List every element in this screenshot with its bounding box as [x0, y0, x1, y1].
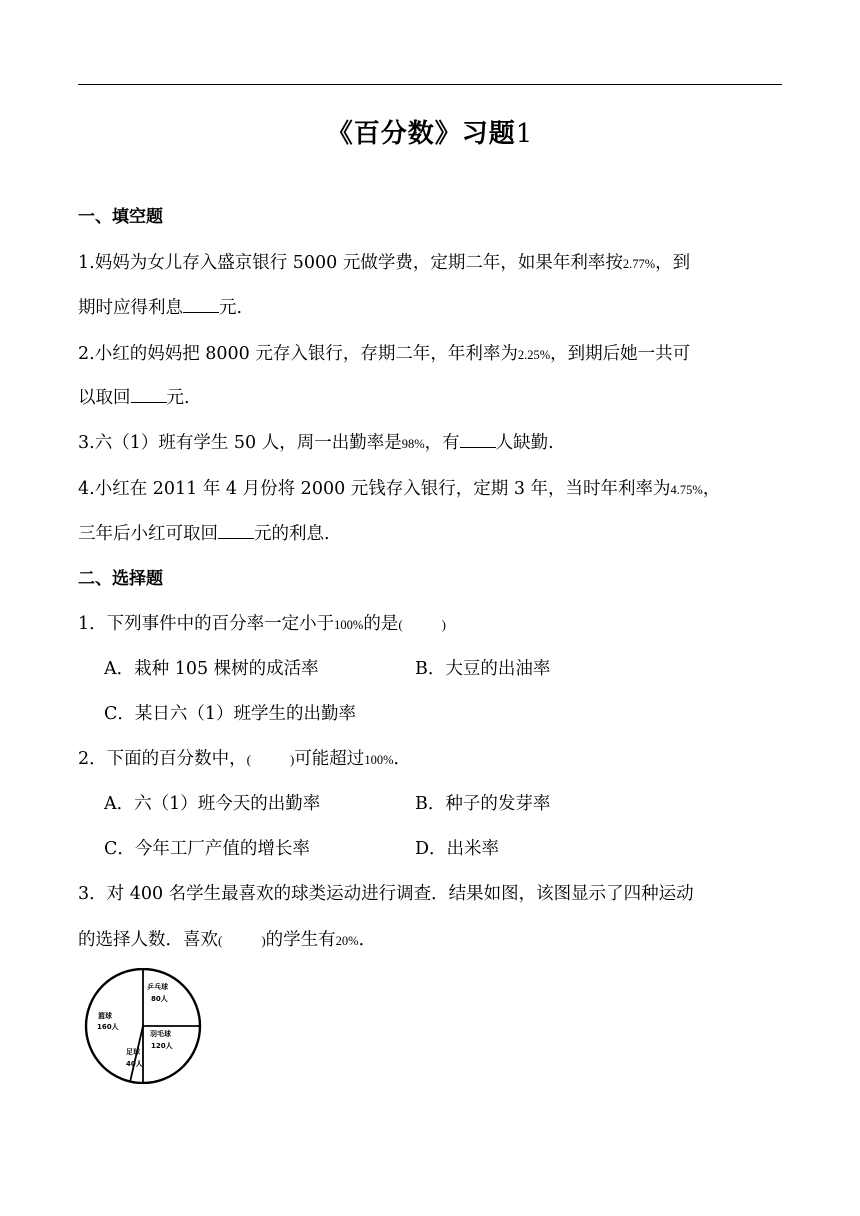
fill-q4-text-d: 元的利息. — [254, 524, 330, 544]
fill-q2-text-d: 元. — [166, 388, 190, 408]
fill-q1-text-b: ，到 — [655, 253, 691, 273]
slice-value-badminton: 120人 — [151, 1042, 173, 1050]
choice-q3-pct: 20% — [335, 934, 359, 948]
fill-q2-text-c: 以取回 — [78, 388, 131, 408]
header-rule — [78, 84, 782, 85]
choice-q2-text-b: 可能超过 — [294, 749, 365, 769]
answer-parentheses[interactable]: ( ) — [218, 933, 266, 948]
fill-q3-text: 3.六（1）班有学生 50 人，周一出勤率是 — [78, 433, 402, 453]
choice-q1-text: 1．下列事件中的百分率一定小于 — [78, 614, 335, 634]
answer-parentheses[interactable]: ( ) — [246, 752, 295, 767]
choice-q2-stem — [78, 748, 411, 771]
pie-chart — [80, 968, 208, 1084]
choice-q2-option-a[interactable]: A．六（1）班今天的出勤率 — [104, 794, 321, 814]
choice-q3-text-d: ． — [358, 930, 377, 950]
choice-q3-stem-line2 — [78, 929, 376, 952]
fill-q3-line1 — [78, 432, 554, 455]
slice-label-pingpong: 乒乓球 — [147, 983, 168, 991]
slice-value-basketball: 160人 — [97, 1023, 119, 1031]
fill-q1-text: 1.妈妈为女儿存入盛京银行 5000 元做学费，定期二年，如果年利率按 — [78, 253, 623, 273]
fill-q3-text-b: ，有 — [424, 433, 460, 453]
fill-q1-line2 — [78, 297, 242, 319]
slice-label-basketball: 篮球 — [98, 1012, 112, 1020]
choice-q1-option-c[interactable]: C．某日六（1）班学生的出勤率 — [104, 704, 357, 724]
fill-q4-text: 4.小红在 2011 年 4 月份将 2000 元钱存入银行，定期 3 年，当时年利率为 — [78, 479, 671, 499]
fill-q4-line2 — [78, 523, 330, 545]
fill-q3-rate: 98% — [401, 437, 425, 451]
title-number: 1 — [515, 119, 534, 149]
page-title — [0, 113, 860, 150]
choice-q2-option-c[interactable]: C．今年工厂产值的增长率 — [104, 839, 310, 859]
title-text: 《百分数》习题 — [326, 119, 516, 149]
fill-q4-rate: 4.75% — [670, 483, 703, 497]
choice-q2-option-b[interactable]: B．种子的发芽率 — [415, 794, 551, 814]
choice-q1-option-a[interactable]: A．栽种 105 棵树的成活率 — [104, 659, 319, 679]
choice-q3-stem: 3．对 400 名学生最喜欢的球类运动进行调查．结果如图，该图显示了四种运动 — [78, 884, 694, 904]
choice-q2-text-c: ． — [393, 749, 411, 769]
answer-blank[interactable] — [131, 388, 167, 403]
section-heading-choice: 二、选择题 — [78, 569, 163, 589]
fill-q2-text-b: ，到期后她一共可 — [550, 344, 691, 364]
fill-q1-text-c: 期时应得利息 — [78, 298, 183, 318]
choice-q1-stem — [78, 613, 446, 636]
fill-q1-line1 — [78, 252, 690, 275]
fill-q4-text-c: 三年后小红可取回 — [78, 524, 218, 544]
fill-q1-rate: 2.77% — [622, 257, 656, 271]
choice-q2-text: 2．下面的百分数中， — [78, 749, 247, 769]
choice-q3-text-b: 的选择人数．喜欢 — [78, 930, 218, 950]
fill-q3-text-c: 人缺勤. — [495, 433, 554, 453]
section-heading-fill: 一、填空题 — [78, 207, 163, 227]
answer-parentheses[interactable]: ( ) — [398, 617, 446, 632]
slice-value-football: 40人 — [126, 1060, 143, 1068]
choice-q1-text-b: 的是 — [363, 614, 399, 634]
choice-q2-option-d[interactable]: D．出米率 — [415, 839, 500, 859]
choice-q1-option-b[interactable]: B．大豆的出油率 — [415, 659, 551, 679]
fill-q2-line1 — [78, 343, 690, 366]
fill-q1-text-d: 元. — [219, 298, 243, 318]
fill-q2-line2 — [78, 387, 190, 409]
choice-q3-text-c: 的学生有 — [265, 930, 336, 950]
choice-q1-pct: 100% — [334, 618, 364, 632]
fill-q2-text: 2.小红的妈妈把 8000 元存入银行，存期二年，年利率为 — [78, 344, 518, 364]
fill-q2-rate: 2.25% — [517, 348, 551, 362]
slice-label-badminton: 羽毛球 — [150, 1030, 171, 1038]
fill-q4-line1 — [78, 478, 720, 501]
choice-q2-pct: 100% — [364, 753, 394, 767]
answer-blank[interactable] — [460, 433, 496, 448]
slice-label-football: 足球 — [126, 1048, 140, 1056]
answer-blank[interactable] — [218, 524, 254, 539]
slice-value-pingpong: 80人 — [151, 995, 168, 1003]
answer-blank[interactable] — [183, 298, 219, 313]
fill-q4-text-b: ， — [702, 479, 721, 499]
